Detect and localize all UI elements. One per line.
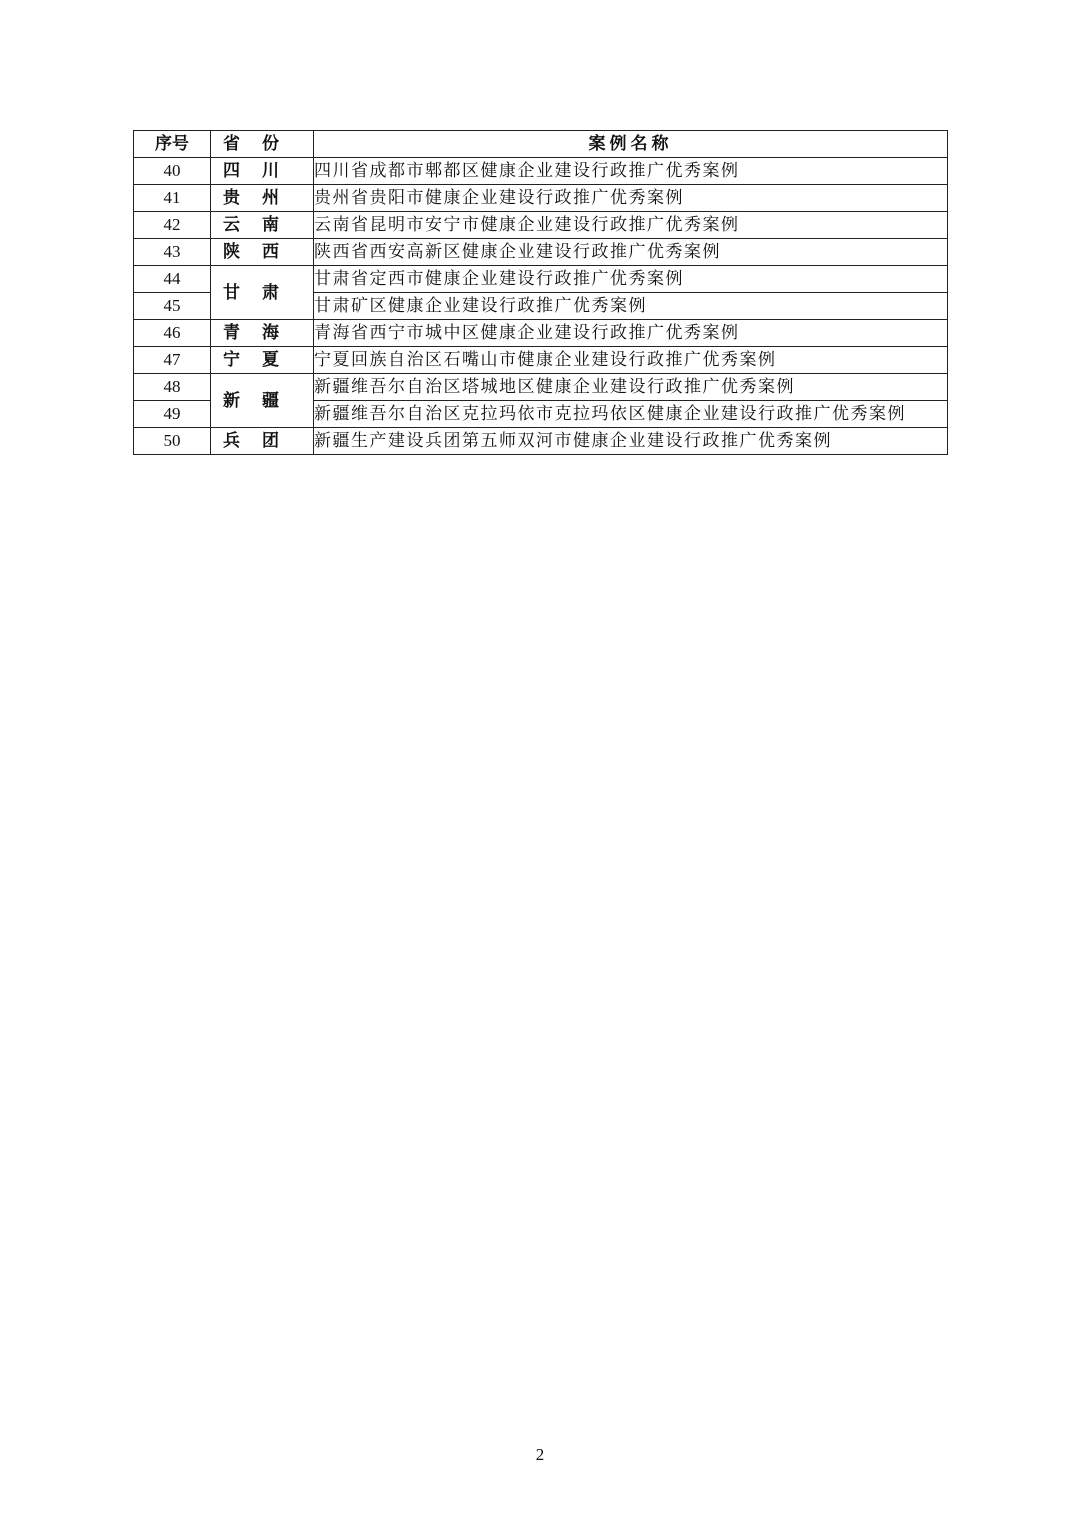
row-case-name: 甘肃矿区健康企业建设行政推广优秀案例: [314, 293, 948, 320]
table-row: [134, 320, 948, 347]
row-case-name: 新疆维吾尔自治区塔城地区健康企业建设行政推广优秀案例: [314, 374, 948, 401]
row-province: 云南: [211, 212, 314, 239]
row-number: 50: [134, 428, 211, 455]
row-province: 四川: [211, 158, 314, 185]
row-number: 44: [134, 266, 211, 293]
row-province: 宁夏: [211, 347, 314, 374]
row-case-name: 四川省成都市郫都区健康企业建设行政推广优秀案例: [314, 158, 948, 185]
row-case-name: 陕西省西安高新区健康企业建设行政推广优秀案例: [314, 239, 948, 266]
row-province: 陕西: [211, 239, 314, 266]
row-case-name: 新疆生产建设兵团第五师双河市健康企业建设行政推广优秀案例: [314, 428, 948, 455]
row-case-name: 宁夏回族自治区石嘴山市健康企业建设行政推广优秀案例: [314, 347, 948, 374]
row-number: 46: [134, 320, 211, 347]
case-table: [133, 130, 948, 455]
row-number: 40: [134, 158, 211, 185]
row-province: 贵州: [211, 185, 314, 212]
row-province: 兵团: [211, 428, 314, 455]
row-province: 青海: [211, 320, 314, 347]
table-row: [134, 266, 948, 293]
row-province: 新疆: [211, 374, 314, 428]
row-case-name: 甘肃省定西市健康企业建设行政推广优秀案例: [314, 266, 948, 293]
table-row: [134, 185, 948, 212]
row-province: 甘肃: [211, 266, 314, 320]
table-row: [134, 239, 948, 266]
row-number: 45: [134, 293, 211, 320]
row-number: 42: [134, 212, 211, 239]
row-number: 48: [134, 374, 211, 401]
row-case-name: 新疆维吾尔自治区克拉玛依市克拉玛依区健康企业建设行政推广优秀案例: [314, 401, 948, 428]
table-row: [134, 212, 948, 239]
table-header-row: [134, 131, 948, 158]
header-case-name: 案例名称: [314, 131, 948, 158]
table-row: [134, 347, 948, 374]
row-number: 47: [134, 347, 211, 374]
row-number: 41: [134, 185, 211, 212]
header-number: 序号: [134, 131, 211, 158]
table-row: [134, 374, 948, 401]
row-case-name: 青海省西宁市城中区健康企业建设行政推广优秀案例: [314, 320, 948, 347]
table-row: [134, 158, 948, 185]
row-number: 43: [134, 239, 211, 266]
row-case-name: 贵州省贵阳市健康企业建设行政推广优秀案例: [314, 185, 948, 212]
row-number: 49: [134, 401, 211, 428]
row-case-name: 云南省昆明市安宁市健康企业建设行政推广优秀案例: [314, 212, 948, 239]
header-province: 省份: [211, 131, 314, 158]
page-number: 2: [535, 1445, 545, 1464]
table-row: [134, 428, 948, 455]
